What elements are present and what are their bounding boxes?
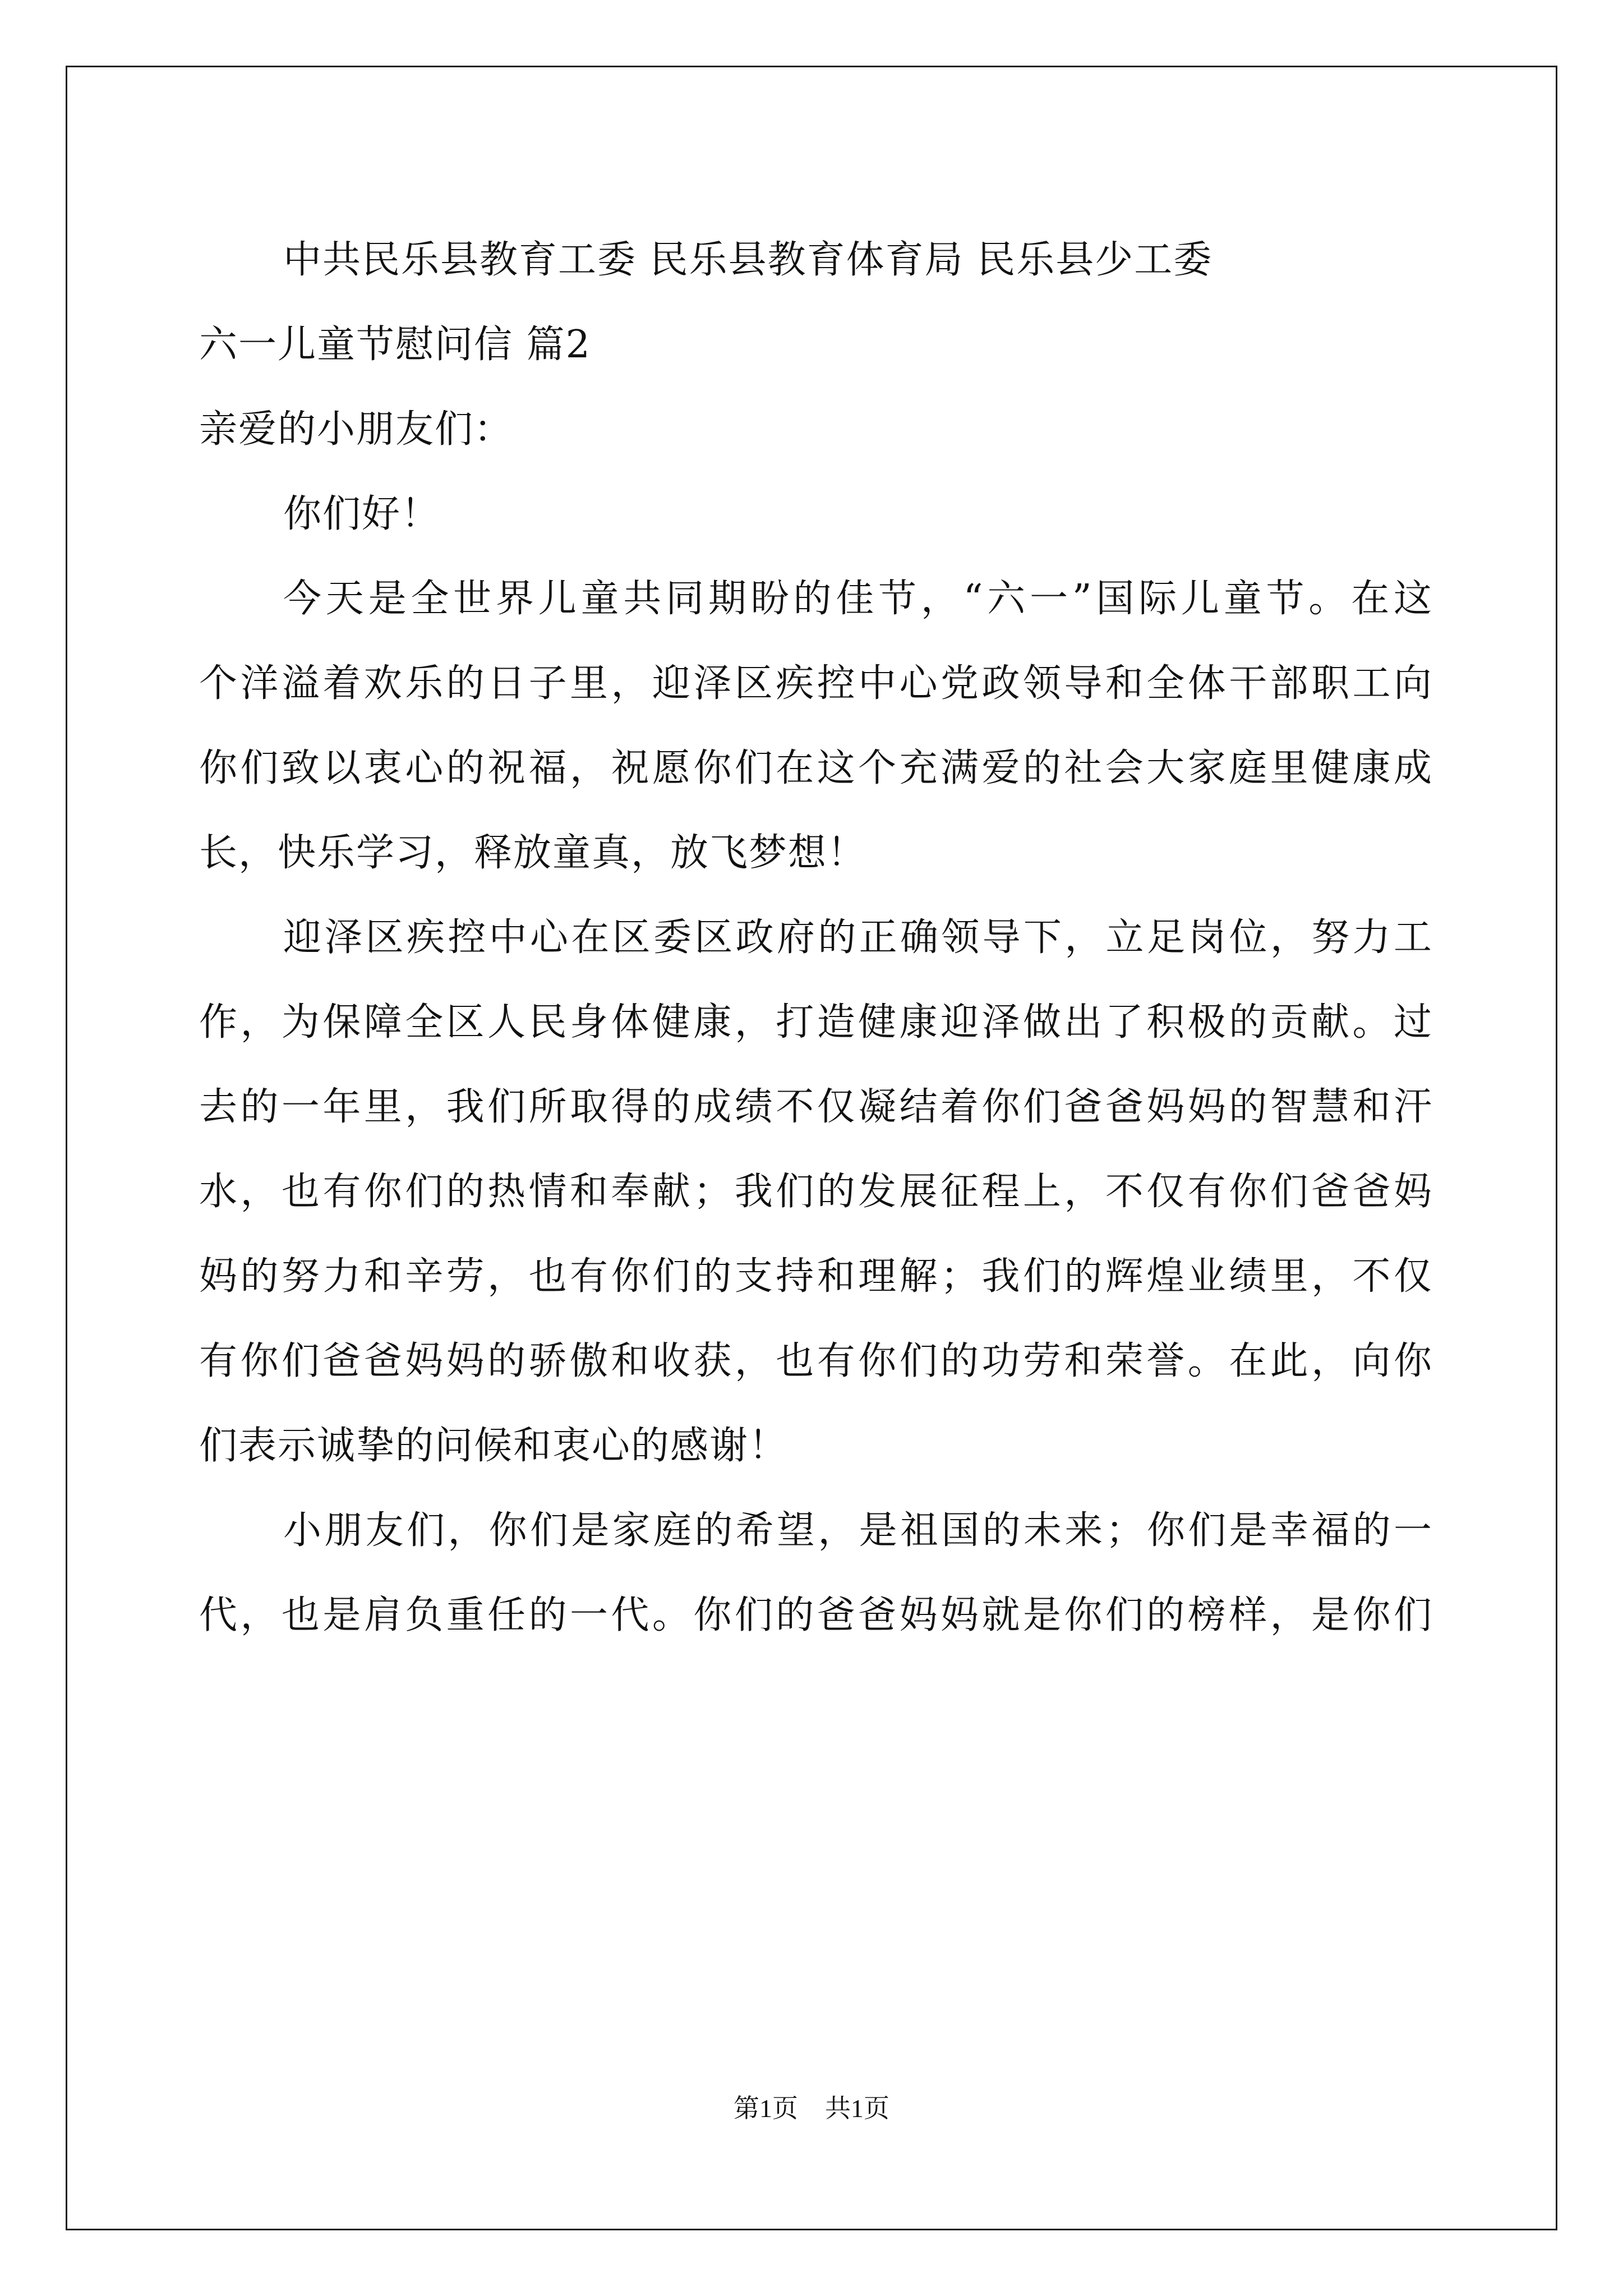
document-title: 六一儿童节慰问信 篇2	[199, 323, 591, 367]
paragraph-2-line: 迎泽区疾控中心在区委区政府的正确领导下，立足岗位，努力工	[283, 915, 1433, 960]
page-number-current: 第1页	[734, 2094, 798, 2123]
paragraph-2-line: 水，也有你们的热情和奉献；我们的发展征程上，不仅有你们爸爸妈	[199, 1170, 1433, 1214]
page-number-total: 共1页	[825, 2094, 889, 2123]
paragraph-1-line: 长，快乐学习，释放童真，放飞梦想！	[199, 831, 867, 875]
document-body	[199, 218, 1433, 1658]
paragraph-2-line: 妈的努力和辛劳，也有你们的支持和理解；我们的辉煌业绩里，不仅	[199, 1254, 1433, 1299]
paragraph-2-line: 作，为保障全区人民身体健康，打造健康迎泽做出了积极的贡献。过	[199, 1000, 1433, 1045]
paragraph-3-line: 代，也是肩负重任的一代。你们的爸爸妈妈就是你们的榜样，是你们	[199, 1593, 1433, 1637]
paragraph-1-line: 个洋溢着欢乐的日子里，迎泽区疾控中心党政领导和全体干部职工向	[199, 661, 1433, 706]
paragraph-2-line: 去的一年里，我们所取得的成绩不仅凝结着你们爸爸妈妈的智慧和汗	[199, 1085, 1433, 1129]
page-footer	[0, 2088, 1623, 2125]
signature-line: 中共民乐县教育工委 民乐县教育体育局 民乐县少工委	[283, 238, 1213, 282]
paragraph-3-line: 小朋友们，你们是家庭的希望，是祖国的未来；你们是幸福的一	[283, 1508, 1433, 1553]
salutation: 亲爱的小朋友们：	[199, 407, 514, 452]
paragraph-2-line: 有你们爸爸妈妈的骄傲和收获，也有你们的功劳和荣誉。在此，向你	[199, 1339, 1433, 1383]
greeting: 你们好！	[283, 492, 441, 536]
paragraph-1-line: 今天是全世界儿童共同期盼的佳节，“六一”国际儿童节。在这	[283, 577, 1433, 621]
paragraph-2-line: 们表示诚挚的问候和衷心的感谢！	[199, 1424, 789, 1468]
paragraph-1-line: 你们致以衷心的祝福，祝愿你们在这个充满爱的社会大家庭里健康成	[199, 746, 1433, 790]
